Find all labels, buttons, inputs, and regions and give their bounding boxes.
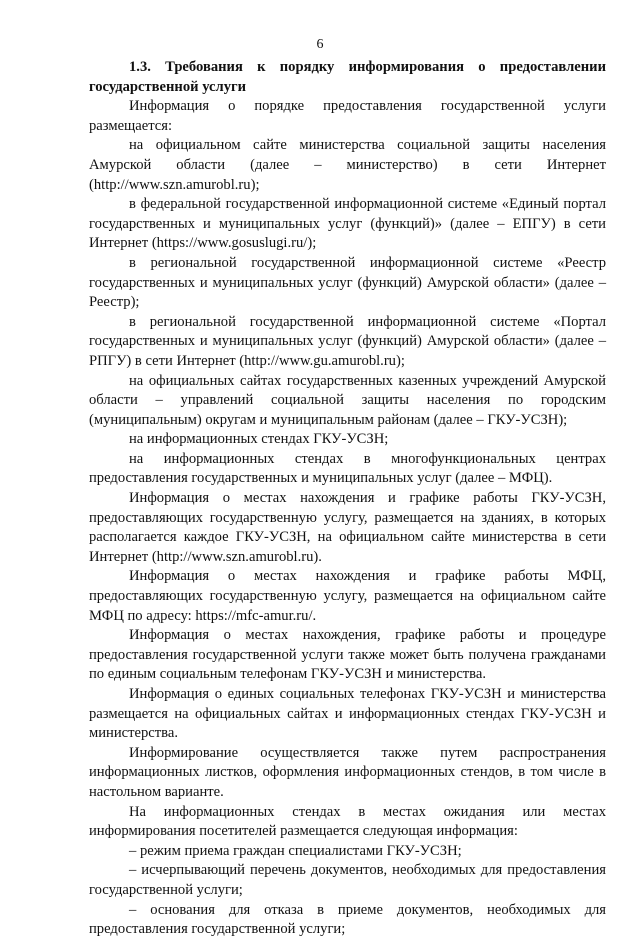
- list-item-refusal-grounds: – основания для отказа в приеме документов, необходимых для предоставления государственной услуги;: [89, 901, 606, 938]
- list-item-documents: – исчерпывающий перечень документов, необходимых для предоставления государственной услуги;: [89, 862, 606, 898]
- paragraph-gku-location: Информация о местах нахождения и графике работы ГКУ-УСЗН, предоставляющих государственную услугу, размещается на зданиях, в которых располагается каждое ГКУ-УСЗН, на официальном сайте министерства в сети Интернет (http://www.szn.amurobl.ru).: [89, 490, 606, 565]
- paragraph-ministry-site: на официальном сайте министерства социальной защиты населения Амурской области (далее – министерство) в сети Интернет (http://www.szn.amurobl.ru);: [89, 137, 606, 193]
- list-item-reception-hours: – режим приема граждан специалистами ГКУ-УСЗН;: [129, 842, 462, 859]
- page-number: 6: [316, 37, 324, 52]
- document-body: [89, 58, 606, 940]
- paragraph-gku-sites: на официальных сайтах государственных казенных учреждений Амурской области – управлений социальной защиты населения по городским (муниципальным) округам и муниципальным районам (далее – ГКУ-УСЗН);: [89, 372, 606, 428]
- section-heading: 1.3. Требования к порядку информирования о предоставлении государственной услуги: [89, 59, 606, 95]
- paragraph-epgu: в федеральной государственной информационной системе «Единый портал государственных и муниципальных услуг (функций)» (далее – ЕПГУ) в сети Интернет (https://www.gosuslugi.ru/);: [89, 196, 606, 252]
- paragraph-phones-info: Информация о единых социальных телефонах ГКУ-УСЗН и министерства размещается на официальных сайтах и информационных стендах ГКУ-УСЗН и министерства.: [89, 686, 606, 742]
- paragraph-info-placement: Информация о порядке предоставления государственной услуги размещается:: [89, 98, 606, 134]
- paragraph-mfc-location: Информация о местах нахождения и графике работы МФЦ, предоставляющих государственную услугу, размещается на официальном сайте МФЦ по адресу: https://mfc-amur.ru/.: [89, 568, 606, 624]
- paragraph-mfc-stands: на информационных стендах в многофункциональных центрах предоставления государственных и муниципальных услуг (далее – МФЦ).: [89, 450, 606, 487]
- paragraph-rpgu: в региональной государственной информационной системе «Портал государственных и муниципальных услуг (функций) Амурской области» (далее – РПГУ) в сети Интернет (http://www.gu.amurobl.ru);: [89, 313, 606, 369]
- paragraph-leaflets: Информирование осуществляется также путем распространения информационных листков, оформления информационных стендов, в том числе в настольном варианте.: [89, 744, 606, 800]
- paragraph-stand-info: На информационных стендах в местах ожидания или местах информирования посетителей размещается следующая информация:: [89, 803, 606, 840]
- paragraph-registry: в региональной государственной информационной системе «Реестр государственных и муниципальных услуг (функций) Амурской области» (далее – Реестр);: [89, 254, 606, 311]
- paragraph-phones: Информация о местах нахождения, графике работы и процедуре предоставления государственной услуги также может быть получена гражданами по единым социальным телефонам ГКУ-УСЗН и министерства.: [89, 627, 606, 683]
- paragraph-gku-stands: на информационных стендах ГКУ-УСЗН;: [129, 431, 389, 448]
